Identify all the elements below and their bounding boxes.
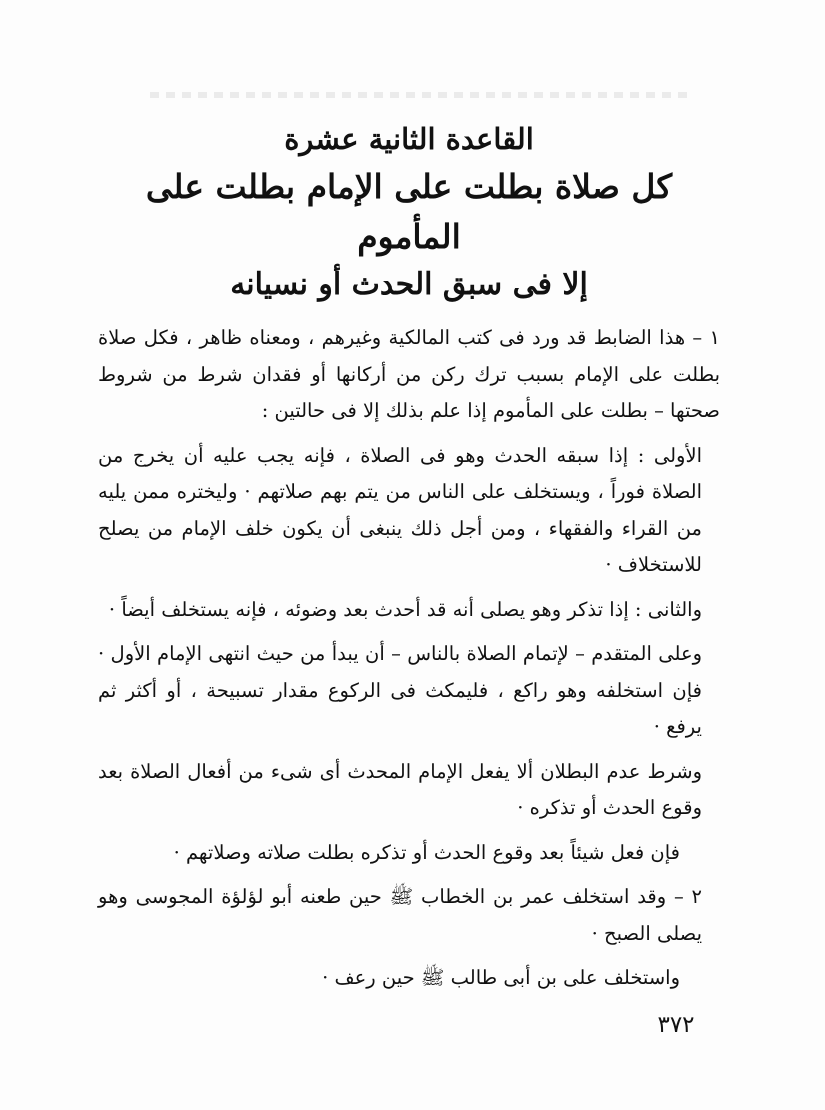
show-through-text xyxy=(150,92,690,98)
rule-statement-line-1: كل صلاة بطلت على الإمام بطلت على المأموم xyxy=(145,167,673,256)
page-number: ٣٧٢ xyxy=(657,1012,695,1038)
paragraph-1: ١ – هذا الضابط قد ورد فى كتب المالكية وغيرهم ، ومعناه ظاهر ، فكل صلاة بطلت على الإمام بسبب ترك ركن من أركانها أو فقدان شرط من شروط صحتها – بطلت على المأموم إذا علم بذلك إلا فى حالتين : xyxy=(98,326,720,422)
paragraph-5: وشرط عدم البطلان ألا يفعل الإمام المحدث أى شىء من أفعال الصلاة بعد وقوع الحدث أو تذكره · xyxy=(98,759,702,819)
paragraph-4: وعلى المتقدم – لإتمام الصلاة بالناس – أن يبدأ من حيث انتهى الإمام الأول · فإن استخلفه وهو راكع ، فليمكث فى الركوع مقدار تسبيحة ، أو أكثر ثم يرفع · xyxy=(98,642,702,738)
paragraph-6: فإن فعل شيئاً بعد وقوع الحدث أو تذكره بطلت صلاته وصلاتهم · xyxy=(173,840,680,864)
rule-title: القاعدة الثانية عشرة xyxy=(284,122,534,156)
paragraph-3: والثانى : إذا تذكر وهو يصلى أنه قد أحدث بعد وضوئه ، فإنه يستخلف أيضاً · xyxy=(108,597,702,621)
paragraph-2: الأولى : إذا سبقه الحدث وهو فى الصلاة ، فإنه يجب عليه أن يخرج من الصلاة فوراً ، ويستخلف على الناس من يتم بهم صلاتهم · وليختره ممن يليه من القراء والفقهاء ، ومن أجل ذلك ينبغى أن يكون خلف الإمام من يصلح للاستخلاف · xyxy=(98,443,703,576)
page-body xyxy=(98,112,720,1005)
paragraph-7: ٢ – وقد استخلف عمر بن الخطاب ﷺ حين طعنه أبو لؤلؤة المجوسى وهو يصلى الصبح · xyxy=(98,885,702,945)
paragraph-8: واستخلف على بن أبى طالب ﷺ حين رعف · xyxy=(322,966,680,989)
rule-statement-line-2: إلا فى سبق الحدث أو نسيانه xyxy=(230,267,588,302)
